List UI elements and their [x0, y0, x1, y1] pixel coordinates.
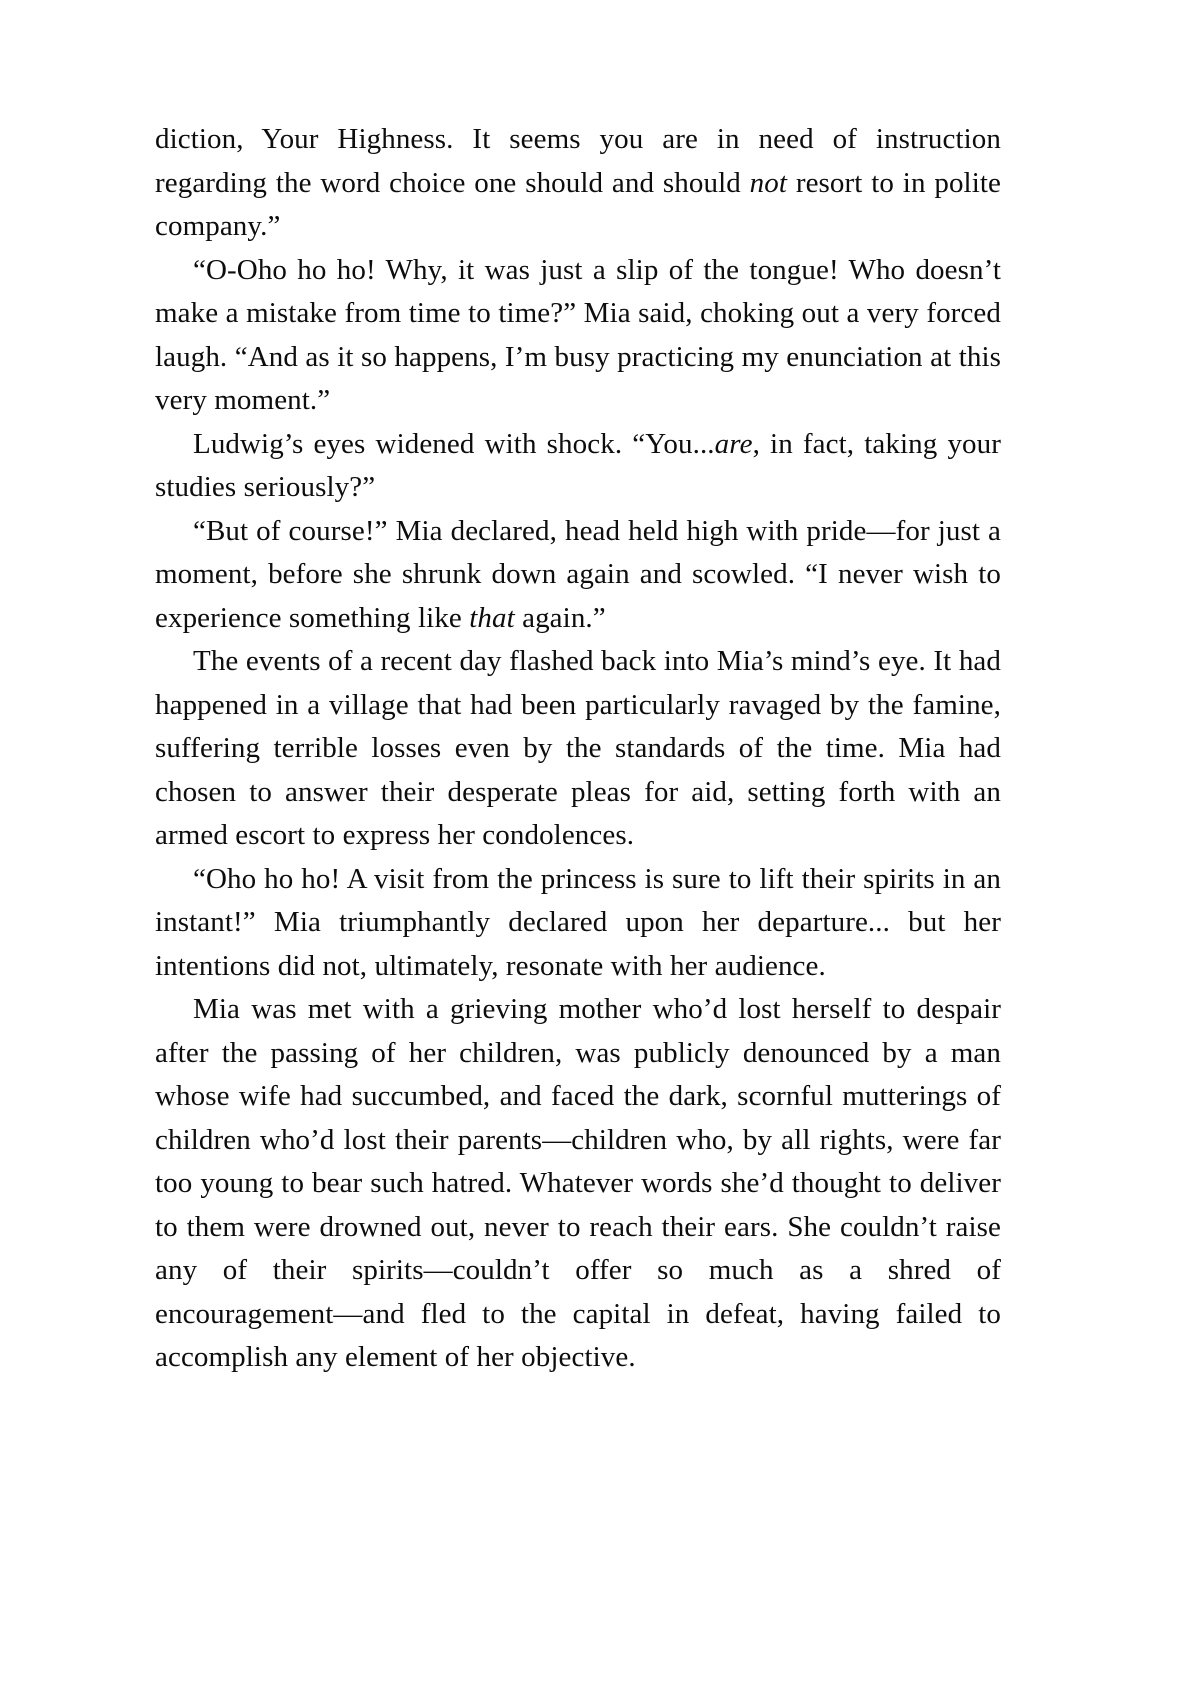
text-segment: again.”: [514, 601, 606, 634]
paragraph: [155, 988, 1001, 1380]
paragraph: [155, 423, 1001, 510]
text-segment: Mia was met with a grieving mother who’d lost herself to despair after the passing of her children, was publicly denounced by a man whose wife had succumbed, and faced the dark, scornful mutterings of children who’d lost their parents—children who, by all rights, were far too young to bear such hatred. Whatever words she’d thought to deliver to them were drowned out, never to reach their ears. She couldn’t raise any of their spirits—couldn’t offer so much as a shred of encouragement—and fled to the capital in defeat, having failed to accomplish any element of her objective.: [155, 993, 1001, 1373]
italic-text-segment: are: [714, 427, 753, 460]
text-segment: , in fact, taking your studies seriously?”: [155, 427, 1002, 503]
paragraph: [155, 249, 1001, 423]
text-segment: diction, Your Highness. It seems you are in need of instruction regarding the word choice one should and should: [155, 123, 1001, 199]
text-segment: “But of course!” Mia declared, head held high with pride—for just a moment, before she shrunk down again and scowled. “I never wish to experience something like: [155, 514, 1001, 634]
text-segment: The events of a recent day flashed back into Mia’s mind’s eye. It had happened in a village that had been particularly ravaged by the famine, suffering terrible losses even by the standards of the time. Mia had chosen to answer their desperate pleas for aid, setting forth with an armed escort to express her condolences.: [155, 645, 1001, 851]
paragraph: [155, 118, 1001, 249]
italic-text-segment: not: [749, 166, 788, 199]
paragraph: [155, 858, 1001, 989]
text-segment: Ludwig’s eyes widened with shock. “You...: [193, 427, 715, 460]
text-segment: “Oho ho ho! A visit from the princess is sure to lift their spirits in an instant!” Mia triumphantly declared upon her departure... but her intentions did not, ultimately, resonate with her audience.: [155, 862, 1001, 982]
text-segment: resort to in polite company.”: [155, 166, 1002, 242]
italic-text-segment: that: [469, 601, 515, 634]
text-segment: “O-Oho ho ho! Why, it was just a slip of the tongue! Who doesn’t make a mistake from time to time?” Mia said, choking out a very forced laugh. “And as it so happens, I’m busy practicing my enunciation at this very moment.”: [155, 253, 1001, 416]
paragraph: [155, 640, 1001, 858]
paragraph: [155, 510, 1001, 641]
page-text: [155, 118, 1001, 1380]
